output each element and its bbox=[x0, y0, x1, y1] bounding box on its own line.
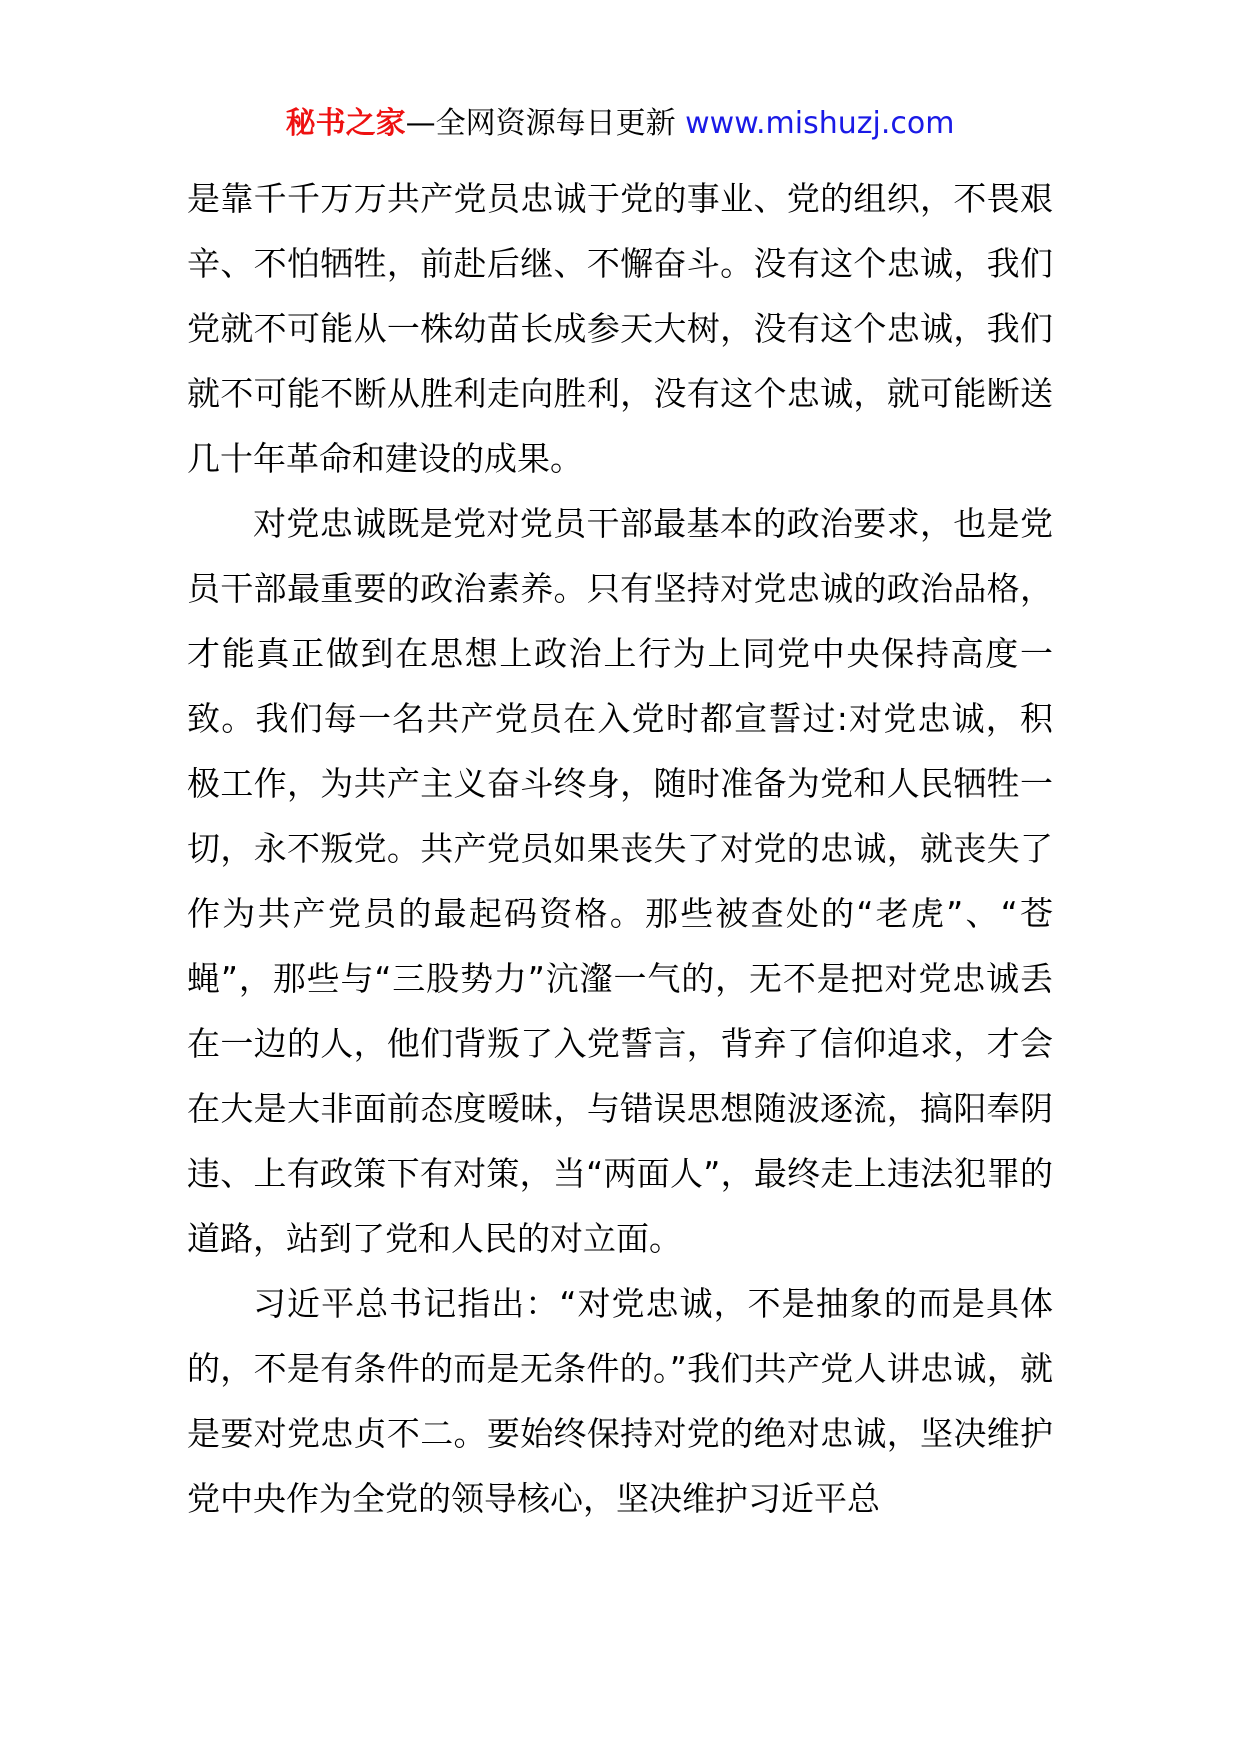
document-body bbox=[187, 166, 1053, 1531]
brand-name: 秘书之家 bbox=[285, 106, 406, 141]
paragraph-2: 对党忠诚既是党对党员干部最基本的政治要求，也是党员干部最重要的政治素养。只有坚持对党忠诚的政治品格，才能真正做到在思想上政治上行为上同党中央保持高度一致。我们每一名共产党员在入党时都宣誓过:对党忠诚，积极工作，为共产主义奋斗终身，随时准备为党和人民牺牲一切，永不叛党。共产党员如果丧失了对党的忠诚，就丧失了作为共产党员的最起码资格。那些被查处的“老虎”、“苍蝇”，那些与“三股势力”沆瀣一气的，无不是把对党忠诚丢在一边的人，他们背叛了入党誓言，背弃了信仰追求，才会在大是大非面前态度暧昧，与错误思想随波逐流，搞阳奉阴违、上有政策下有对策，当“两面人”，最终走上违法犯罪的道路，站到了党和人民的对立面。 bbox=[187, 504, 1053, 1258]
paragraph-3: 习近平总书记指出：“对党忠诚，不是抽象的而是具体的，不是有条件的而是无条件的。”我们共产党人讲忠诚，就是要对党忠贞不二。要始终保持对党的绝对忠诚，坚决维护党中央作为全党的领导核心，坚决维护习近平总 bbox=[187, 1284, 1053, 1518]
page-header bbox=[0, 104, 1240, 144]
paragraph-1: 是靠千千万万共产党员忠诚于党的事业、党的组织，不畏艰辛、不怕牺牲，前赴后继、不懈奋斗。没有这个忠诚，我们党就不可能从一株幼苗长成参天大树，没有这个忠诚，我们就不可能不断从胜利走向胜利，没有这个忠诚，就可能断送几十年革命和建设的成果。 bbox=[187, 179, 1053, 478]
site-url-link[interactable]: www.mishuzj.com bbox=[685, 106, 955, 141]
header-tagline: —全网资源每日更新 bbox=[405, 106, 676, 141]
